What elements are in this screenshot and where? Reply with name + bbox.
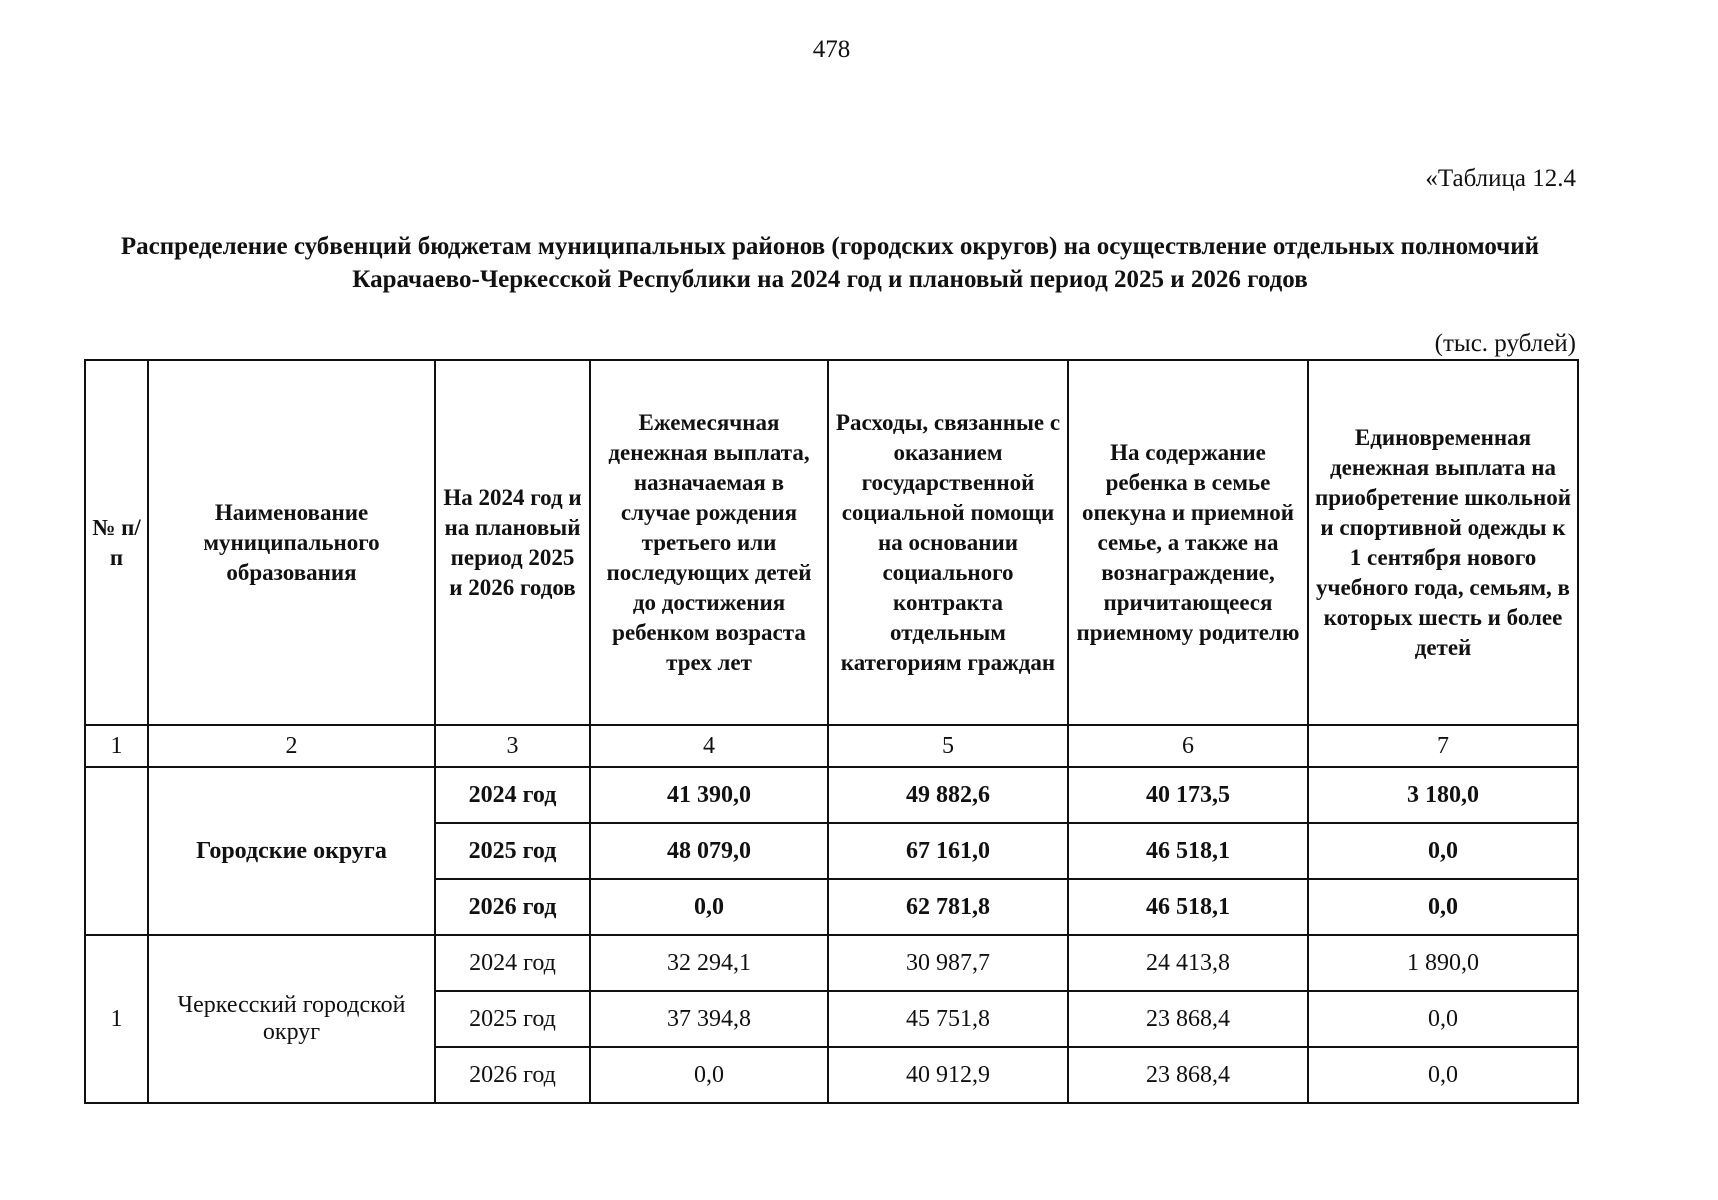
value-cell: 0,0	[590, 1047, 828, 1103]
year-cell: 2026 год	[435, 1047, 590, 1103]
value-cell: 23 868,4	[1068, 991, 1308, 1047]
column-number: 1	[85, 725, 148, 767]
value-cell: 37 394,8	[590, 991, 828, 1047]
value-cell: 3 180,0	[1308, 767, 1578, 823]
year-cell: 2025 год	[435, 991, 590, 1047]
value-cell: 41 390,0	[590, 767, 828, 823]
column-number: 3	[435, 725, 590, 767]
column-number: 6	[1068, 725, 1308, 767]
value-cell: 24 413,8	[1068, 935, 1308, 991]
column-number: 7	[1308, 725, 1578, 767]
year-cell: 2024 год	[435, 935, 590, 991]
value-cell: 48 079,0	[590, 823, 828, 879]
value-cell: 62 781,8	[828, 879, 1068, 935]
value-cell: 0,0	[1308, 823, 1578, 879]
header-col5: Расходы, связанные с оказанием государственной социальной помощи на основании социального контракта отдельным категориям граждан	[828, 360, 1068, 725]
value-cell: 0,0	[1308, 879, 1578, 935]
units-label: (тыс. рублей)	[1434, 330, 1576, 357]
municipality-name: Городские округа	[148, 767, 435, 935]
value-cell: 1 890,0	[1308, 935, 1578, 991]
value-cell: 67 161,0	[828, 823, 1068, 879]
page-number: 478	[812, 36, 851, 63]
header-row	[85, 360, 1578, 725]
subventions-table	[84, 359, 1579, 1104]
value-cell: 40 173,5	[1068, 767, 1308, 823]
year-cell: 2026 год	[435, 879, 590, 935]
value-cell: 46 518,1	[1068, 879, 1308, 935]
header-period: На 2024 год и на плановый период 2025 и 2026 годов	[435, 360, 590, 725]
value-cell: 40 912,9	[828, 1047, 1068, 1103]
column-number: 2	[148, 725, 435, 767]
table-label: «Таблица 12.4	[1425, 165, 1576, 192]
year-cell: 2025 год	[435, 823, 590, 879]
document-title: Распределение субвенций бюджетам муниципальных районов (городских округов) на осуществление отдельных полномочий Карачаево-Черкесской Республики на 2024 год и плановый период 2025 и 2026 годов	[120, 233, 1540, 293]
value-cell: 0,0	[590, 879, 828, 935]
value-cell: 30 987,7	[828, 935, 1068, 991]
header-num: № п/п	[85, 360, 148, 725]
header-col7: Единовременная денежная выплата на приобретение школьной и спортивной одежды к 1 сентября нового учебного года, семьям, в которых шесть и более детей	[1308, 360, 1578, 725]
value-cell: 0,0	[1308, 991, 1578, 1047]
year-cell: 2024 год	[435, 767, 590, 823]
row-number	[85, 767, 148, 935]
value-cell: 46 518,1	[1068, 823, 1308, 879]
municipality-name: Черкесский городской округ	[148, 935, 435, 1103]
value-cell: 49 882,6	[828, 767, 1068, 823]
header-col6: На содержание ребенка в семье опекуна и приемной семье, а также на вознаграждение, причитающееся приемному родителю	[1068, 360, 1308, 725]
value-cell: 45 751,8	[828, 991, 1068, 1047]
header-name: Наименование муниципального образования	[148, 360, 435, 725]
table-row	[85, 767, 1578, 823]
value-cell: 23 868,4	[1068, 1047, 1308, 1103]
header-col4: Ежемесячная денежная выплата, назначаемая в случае рождения третьего или последующих детей до достижения ребенком возраста трех лет	[590, 360, 828, 725]
table-row	[85, 935, 1578, 991]
column-number: 4	[590, 725, 828, 767]
column-numbers-row	[85, 725, 1578, 767]
value-cell: 0,0	[1308, 1047, 1578, 1103]
row-number: 1	[85, 935, 148, 1103]
value-cell: 32 294,1	[590, 935, 828, 991]
column-number: 5	[828, 725, 1068, 767]
